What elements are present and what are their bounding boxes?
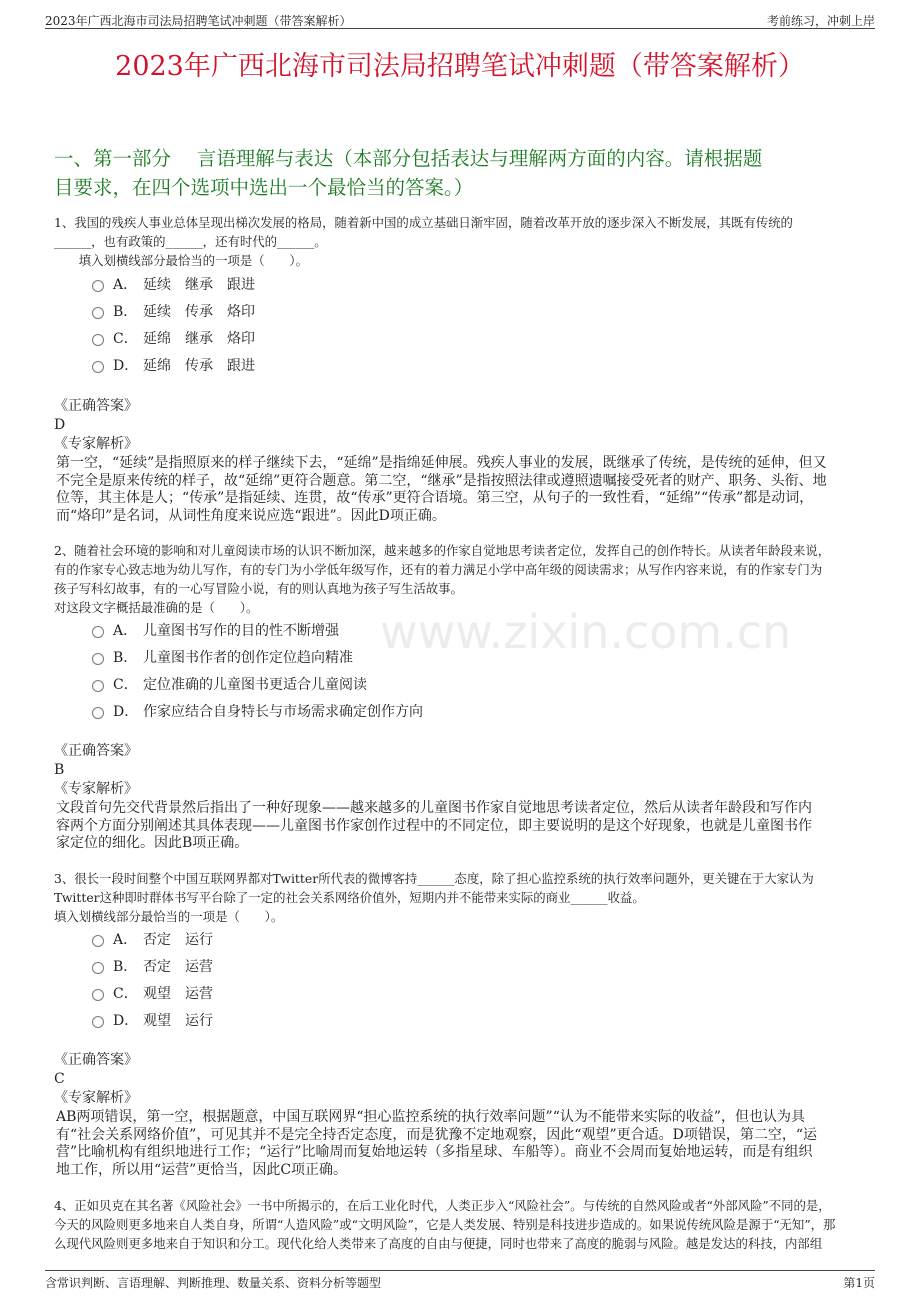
question-2-stem	[54, 541, 866, 617]
analysis-label: 《专家解析》	[54, 781, 138, 797]
radio-icon[interactable]	[92, 1016, 104, 1028]
option-text: 定位准确的儿童图书更适合儿童阅读	[143, 676, 367, 693]
option-text: 儿童图书写作的目的性不断增强	[143, 622, 339, 639]
option-a[interactable]	[92, 925, 213, 952]
option-c[interactable]	[92, 324, 255, 351]
option-letter: B．	[113, 303, 138, 320]
analysis-line: 文段首句先交代背景然后指出了一种好现象——越来越多的儿童图书作家自觉地思考读者定位，然后从读者年龄段和写作内	[56, 800, 812, 816]
option-text: 否定 运行	[143, 931, 213, 948]
radio-icon[interactable]	[92, 626, 104, 638]
watermark: www.zixin.com.cn	[380, 605, 792, 659]
radio-icon[interactable]	[92, 707, 104, 719]
analysis-label: 《专家解析》	[54, 1090, 138, 1106]
analysis-line: 营”比喻机构有组织地进行工作；“运行”比喻周而复始地运转（多指星球、车船等）。商业不会周而复始地运转，而是有组织	[56, 1144, 813, 1160]
question-stem-line: ______，也有政策的______，还有时代的______。	[54, 234, 327, 249]
page-title: 2023年广西北海市司法局招聘笔试冲刺题（带答案解析）	[115, 51, 805, 82]
section-title-line: 目要求，在四个选项中选出一个最恰当的答案。）	[54, 176, 474, 199]
option-letter: D．	[113, 1012, 139, 1029]
option-text: 延绵 继承 烙印	[143, 330, 255, 347]
footer-description: 含常识判断、言语理解、判断推理、数量关系、资料分析等题型	[45, 1276, 382, 1290]
analysis-line: AB两项错误，第一空，根据题意，中国互联网界“担心监控系统的执行效率问题”“认为不能带来实际的收益”，但也认为具	[56, 1109, 806, 1125]
question-stem-line: 1、我国的残疾人事业总体呈现出梯次发展的格局，随着新中国的成立基础日渐牢固，随着改革开放的逐步深入不断发展，其既有传统的	[54, 215, 793, 230]
question-1-options	[92, 270, 255, 378]
option-letter: A．	[113, 276, 138, 293]
question-3-analysis	[56, 1109, 866, 1179]
question-1-analysis	[56, 455, 866, 525]
option-c[interactable]	[92, 670, 423, 697]
answer-label: 《正确答案》	[54, 1052, 138, 1068]
header-doc-title: 2023年广西北海市司法局招聘笔试冲刺题（带答案解析）	[45, 14, 352, 28]
option-letter: C．	[113, 985, 138, 1002]
question-1-answer	[54, 397, 866, 454]
option-letter: B．	[113, 958, 138, 975]
question-2-analysis	[56, 800, 866, 853]
option-d[interactable]	[92, 1006, 213, 1033]
radio-icon[interactable]	[92, 334, 104, 346]
answer-value: D	[54, 417, 66, 433]
question-2-options	[92, 616, 423, 724]
analysis-line: 地工作，所以用“运营”更恰当，因此C项正确。	[56, 1161, 348, 1178]
analysis-line: 而“烙印”是名词，从词性角度来说应选“跟进”。因此D项正确。	[56, 507, 446, 524]
option-text: 观望 运行	[143, 1012, 213, 1029]
question-stem-line: 填入划横线部分最恰当的一项是（ ）。	[54, 909, 284, 924]
option-text: 作家应结合自身特长与市场需求确定创作方向	[143, 703, 423, 720]
answer-label: 《正确答案》	[54, 743, 138, 759]
page-footer	[45, 1270, 875, 1289]
analysis-line: 家定位的细化。因此B项正确。	[56, 835, 249, 851]
page-number: 第1页	[843, 1276, 875, 1290]
analysis-line: 有“社会关系网络价值”，可见其并不是完全持否定态度，而是犹豫不定地观察，因此“观望”更合适。D项错误，第二空，“运	[56, 1126, 818, 1143]
question-stem-line: 2、随着社会环境的影响和对儿童阅读市场的认识不断加深，越来越多的作家自觉地思考读者定位，发挥自己的创作特长。从读者年龄段来说，	[54, 543, 831, 558]
option-d[interactable]	[92, 697, 423, 724]
header-slogan: 考前练习，冲刺上岸	[766, 14, 875, 28]
option-text: 否定 运营	[143, 958, 213, 975]
option-letter: A．	[113, 622, 138, 639]
option-letter: A．	[113, 931, 138, 948]
radio-icon[interactable]	[92, 962, 104, 974]
option-text: 延续 传承 烙印	[143, 303, 255, 320]
option-text: 延绵 传承 跟进	[143, 357, 255, 374]
option-letter: D．	[113, 357, 139, 374]
analysis-line: 容两个方面分别阐述其具体表现——儿童图书作家创作过程中的不同定位，即主要说明的是这个好现象，也就是儿童图书作	[56, 817, 812, 834]
analysis-label: 《专家解析》	[54, 436, 138, 452]
question-stem-line: 对这段文字概括最准确的是（ ）。	[54, 600, 259, 615]
option-text: 延续 继承 跟进	[143, 276, 255, 293]
option-b[interactable]	[92, 297, 255, 324]
analysis-line: 第一空，“延续”是指照原来的样子继续下去，“延绵”是指绵延伸展。残疾人事业的发展，既继承了传统，是传统的延伸，但又	[56, 455, 827, 471]
option-letter: B．	[113, 649, 138, 666]
section-title-line: 一、第一部分 言语理解与表达（本部分包括表达与理解两方面的内容。请根据题	[54, 147, 763, 170]
question-stem-line: 有的作家专心致志地为幼儿写作，有的专门为小学低年级写作，还有的着力满足小学中高年级的阅读需求；从写作内容来说，有的作家专门为	[54, 562, 823, 577]
question-3-stem	[54, 869, 866, 926]
option-d[interactable]	[92, 351, 255, 378]
question-stem-line: 4、正如贝克在其名著《风险社会》一书中所揭示的，在后工业化时代，人类正步入“风险社会”。与传统的自然风险或者“外部风险”不同的是，	[54, 1198, 831, 1213]
option-letter: D．	[113, 703, 139, 720]
question-3-options	[92, 925, 213, 1033]
option-b[interactable]	[92, 952, 213, 979]
radio-icon[interactable]	[92, 935, 104, 947]
radio-icon[interactable]	[92, 280, 104, 292]
radio-icon[interactable]	[92, 989, 104, 1001]
radio-icon[interactable]	[92, 361, 104, 373]
answer-label: 《正确答案》	[54, 398, 138, 414]
question-3-answer	[54, 1051, 866, 1108]
question-stem-line: 3、很长一段时间整个中国互联网界都对Twitter所代表的微博客持______态度，除了担心监控系统的执行效率问题外，更关键在于大家认为	[54, 871, 814, 886]
answer-value: C	[54, 1071, 65, 1087]
option-c[interactable]	[92, 979, 213, 1006]
question-stem-line: 么现代风险则更多地来自于知识和分工。现代化给人类带来了高度的自由与便捷，同时也带来了高度的脆弱与风险。越是发达的科技，内部组	[54, 1236, 823, 1251]
question-1-stem	[54, 213, 866, 270]
option-a[interactable]	[92, 270, 255, 297]
radio-icon[interactable]	[92, 680, 104, 692]
question-2-answer	[54, 742, 866, 799]
option-letter: C．	[113, 676, 138, 693]
option-a[interactable]	[92, 616, 423, 643]
option-b[interactable]	[92, 643, 423, 670]
analysis-line: 不完全是原来传统的样子，故“延绵”更符合题意。第二空，“继承”是指按照法律或遵照遗嘱接受死者的财产、职务、头衔、地	[56, 472, 827, 489]
section-title	[54, 144, 866, 202]
radio-icon[interactable]	[92, 307, 104, 319]
question-stem-line: 今天的风险则更多地来自人类自身，所谓“人造风险”或“文明风险”，它是人类发展、特别是科技进步造成的。如果说传统风险是源于“无知”，那	[54, 1217, 836, 1232]
question-stem-line: 填入划横线部分最恰当的一项是（ ）。	[54, 253, 309, 268]
option-text: 儿童图书作者的创作定位趋向精准	[143, 649, 353, 666]
option-letter: C．	[113, 330, 138, 347]
option-text: 观望 运营	[143, 985, 213, 1002]
radio-icon[interactable]	[92, 653, 104, 665]
page-header	[45, 10, 875, 29]
analysis-line: 位等，其主体是人；“传承”是指延续、连贯，故“传承”更符合语境。第三空，从句子的一致性看，“延绵”“传承”都是动词，	[56, 490, 814, 506]
question-stem-line: Twitter这种即时群体书写平台除了一定的社会关系网络价值外，短期内并不能带来实际的商业______收益。	[54, 890, 645, 905]
question-4-stem	[54, 1196, 866, 1253]
answer-value: B	[54, 762, 65, 778]
question-stem-line: 孩子写科幻故事，有的一心写冒险小说，有的则认真地为孩子写生活故事。	[54, 581, 463, 596]
